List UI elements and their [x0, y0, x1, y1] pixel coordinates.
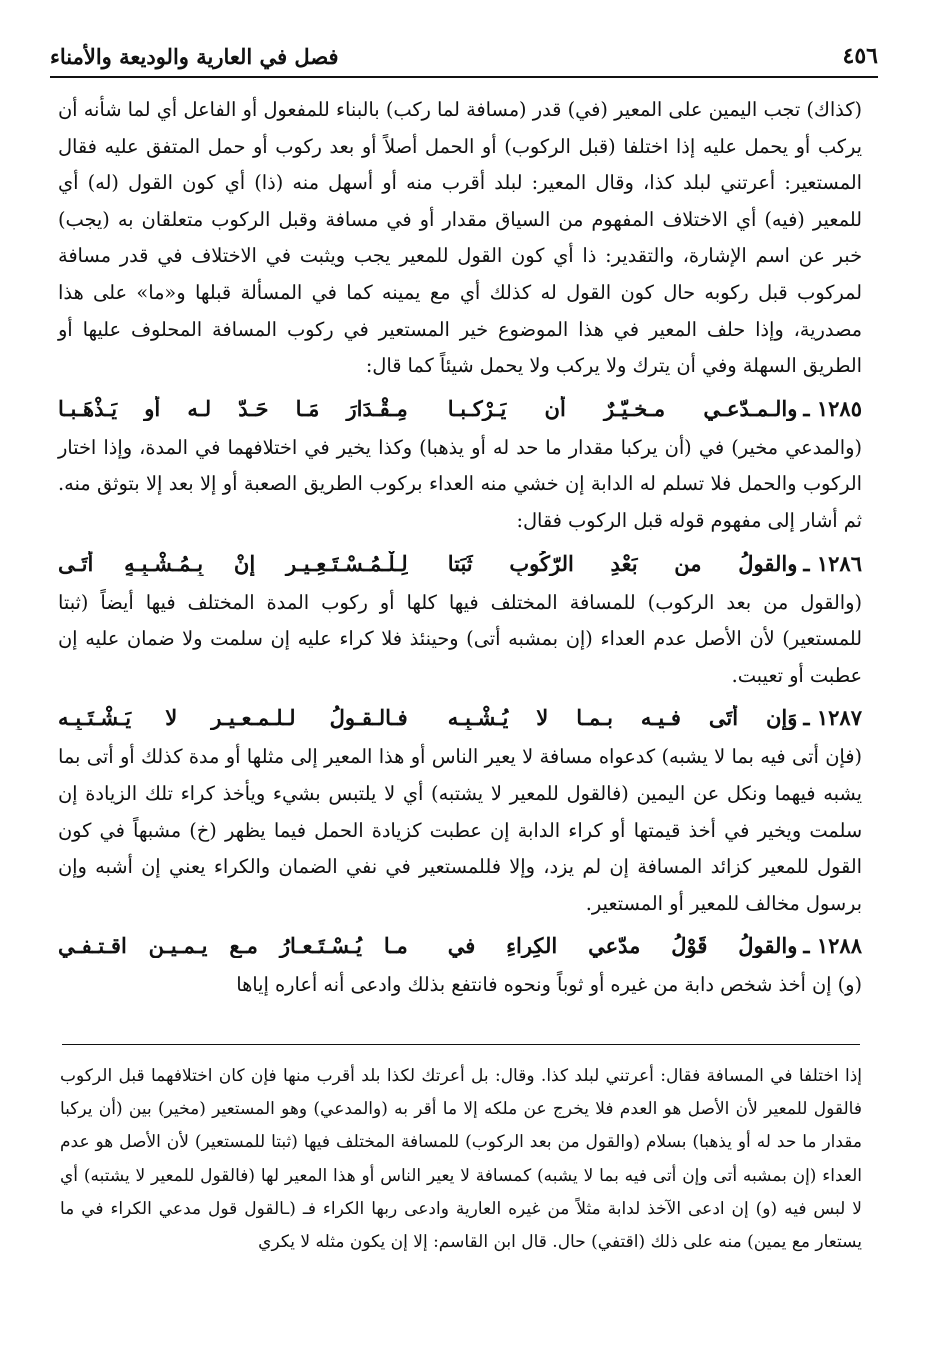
verse-first-hemistich: والقولُ قَوْلُ مدّعي الكِراءِ في — [447, 933, 798, 959]
verse-1286 — [58, 542, 862, 585]
verse-number: ١٢٨٦ ـ — [803, 550, 862, 576]
main-text — [58, 92, 862, 1004]
page-header — [50, 36, 878, 78]
commentary-paragraph-2: (والمدعي مخير) في (أن يركبا مقدار ما حد له أو يذهبا) وكذا يخير في اختلافهما في المدة، وإذا اختار الركوب والحمل فلا تسلم له الدابة إن خشي منه العداء بركوب الطريق الصعبة أو إلا بعد إلا بتوثق منه. ثم أشار إلى مفهوم قوله قبل الركوب فقال: — [58, 435, 862, 532]
verse-first-hemistich: والـمـدّعـي مـخـيّـرٌ أن يَـرْكـبـا — [447, 395, 798, 421]
verse-number: ١٢٨٧ ـ — [803, 705, 862, 731]
verse-second-hemistich: مـا يُـسْـتَـعـارُ مـع يـمـيـنٍ اقـتـفـي — [58, 933, 408, 959]
commentary-paragraph-3: (والقول من بعد الركوب) للمسافة المختلف فيها كلها أو ركوب المدة المختلف فيها أيضاً (ثبتا للمستعير) لأن الأصل عدم العداء (إن بمشبه أتى) وحينئذ فلا كراء عليه إن سلمت ولا ضمان عليه إن عطبت أو تعيبت. — [58, 590, 862, 687]
verse-second-hemistich: فـالـقـولُ لـلـمـعـيـر لا يَـشْـتَـبِـه — [58, 705, 408, 731]
verse-first-hemistich: وَإن أتَى فـيـه بـمـا لا يُـشْـبِـه — [447, 705, 798, 731]
verse-1288 — [58, 924, 862, 967]
commentary-paragraph-5: (و) إن أخذ شخص دابة من غيره أو ثوباً ونحوه فانتفع بذلك وادعى أنه أعاره إياها — [236, 973, 862, 997]
verse-second-hemistich: مِـقْـدَارَ مَـا حَـدّ لـه أو يَـذْهَـبـا — [58, 395, 408, 421]
running-title: فصل في العارية والوديعة والأمناء — [50, 43, 339, 69]
verse-1287 — [58, 696, 862, 739]
verse-1285 — [58, 387, 862, 430]
commentary-paragraph-4: (فإن أتى فيه بما لا يشبه) كدعواه مسافة لا يعير الناس أو هذا المعير إلى مثلها أو مدة كذلك أو أتى بما يشبه فيهما ونكل عن اليمين (فالقول للمعير لا يشتبه) أي لا يلتبس بشيء ويأخذ كراء تلك الزيادة إن سلمت ويخير في أخذ قيمتها أو كراء الدابة إن عطبت كزيادة الحمل فيما يظهر (خ) مشبهاً في كون القول للمعير كزائد المسافة إن لم يزد، وإلا فللمستعير في نفي الضمان والكراء يعني إن أشبه وإن برسول مخالف للمعير أو المستعير. — [58, 745, 862, 915]
verse-first-hemistich: والقولُ من بَعْدِ الرّكُوبِ ثَبَتا — [447, 550, 798, 576]
verse-number: ١٢٨٥ ـ — [803, 395, 862, 421]
commentary-paragraph-1: (كذاك) تجب اليمين على المعير (في) قدر (مسافة لما ركب) بالبناء للمفعول أو الفاعل أي لما شأنه أن يركب أو يحمل عليه إذا اختلفا (قبل الركوب) أو الحمل أصلاً أو بعد ركوب أو حمل المتفق عليه فقال المستعير: أعرتني لبلد كذا، وقال المعير: لبلد أقرب منه أو أسهل منه (ذا) أي كون القول (له) أي للمعير (فيه) أي الاختلاف المفهوم من السياق مقدار أو في مسافة وقبل الركوب متعلقان به (يجب) خبر عن اسم الإشارة، والتقدير: ذا أي كون القول للمعير يجب ويثبت في الاختلاف في قدر مسافة لمركوب قبل ركوبه حال كون القول له كذلك أي مع يمينه كما في المسألة قبلها و«ما» على هذا مصدرية، وإذا حلف المعير في هذا الموضوع خير المستعير في ركوب المسافة المحلوف عليها أو الطريق السهلة وفي أن يترك ولا يركب ولا يحمل شيئاً كما قال: — [58, 98, 862, 378]
footnote-text: إذا اختلفا في المسافة فقال: أعرتني لبلد كذا. وقال: بل أعرتك لكذا بلد أقرب منها فإن كان اختلافهما قبل الركوب فالقول للمعير لأن الأصل هو العدم فلا يخرج عن ملكه إلا ما أقر به (والمدعي) وهو المستعير (مخير) بين (أن يركبا مقدار ما حد له أو يذهبا) بسلام (والقول من بعد الركوب) للمسافة المختلف فيها (ثبتا للمستعير) لأن الأصل هو عدم العداء (إن بمشبه أتى وإن أتى فيه بما لا يشبه) كمسافة لا يعير الناس أو هذا المعير لها (فالقول للمعير لا يشتبه) أي لا لبس فيه (و) إن ادعى الآخذ لدابة مثلاً من غيره العارية وادعى ربها الكراء فـ (ـالقول قول مدعي الكراء في ما يستعار مع يمين) منه على ذلك (اقتفي) حال. قال ابن القاسم: إلا إن يكون مثله لا يكري — [60, 1066, 862, 1253]
verse-number: ١٢٨٨ ـ — [803, 933, 862, 959]
page-number: ٤٥٦ — [842, 43, 878, 69]
footnote-divider — [62, 1044, 860, 1045]
verse-second-hemistich: لِـلْـمُـسْـتَـعِـيـرِ إنْ بِـمُـشْـبِـهٍ أتَـى — [58, 550, 408, 576]
